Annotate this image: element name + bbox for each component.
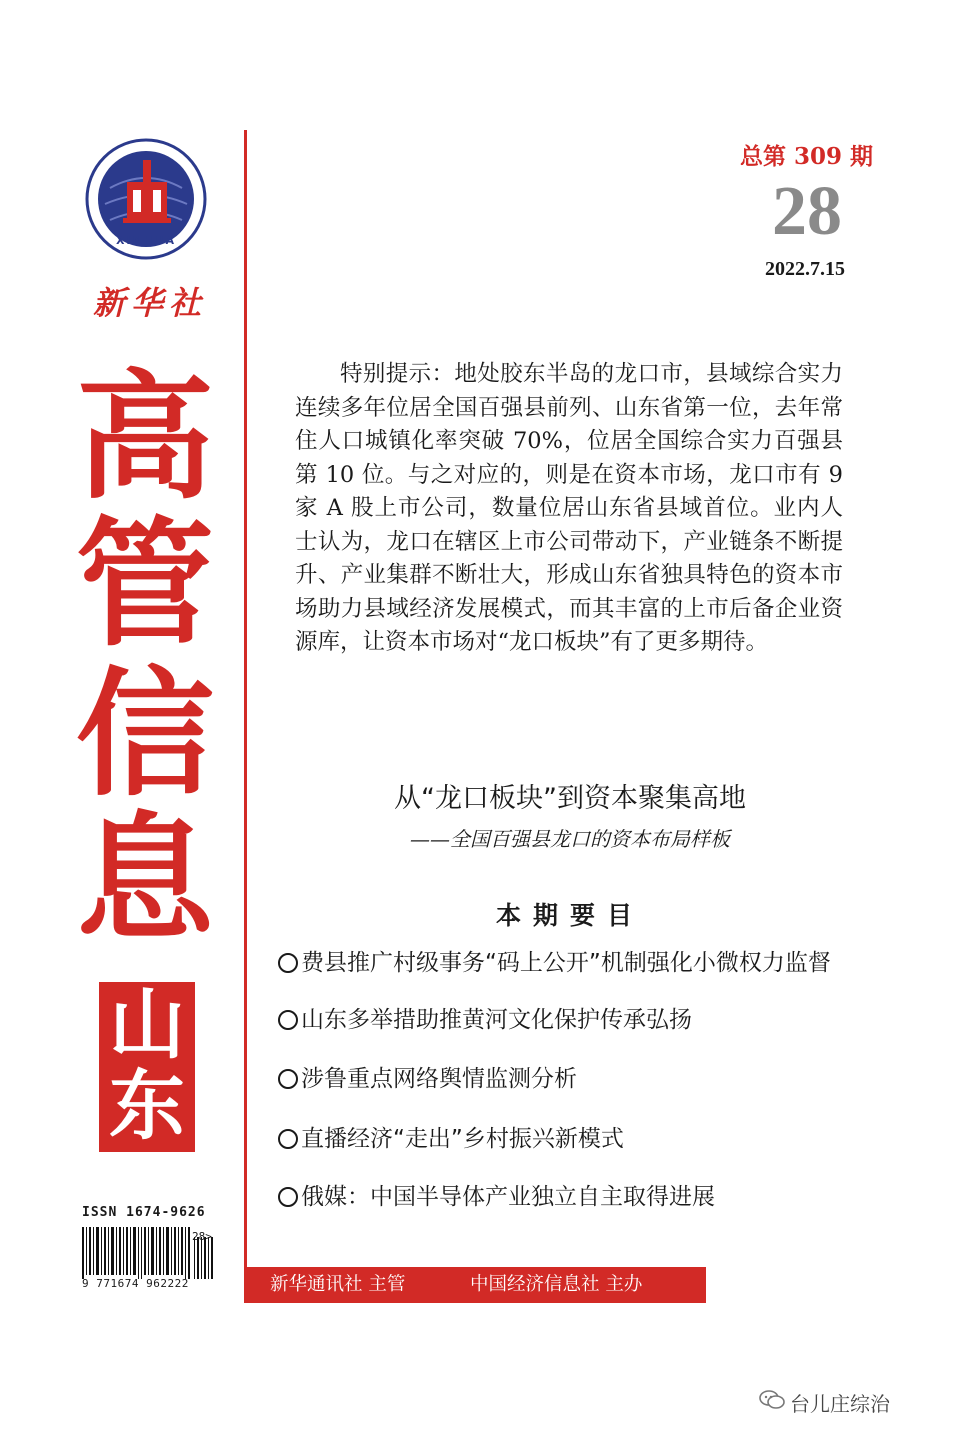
circle-bullet-icon	[278, 1129, 298, 1149]
toc-item: 费县推广村级事务“码上公开”机制强化小微权力监督	[278, 944, 831, 977]
barcode-digits: 9 771674 962222	[82, 1277, 189, 1290]
logo-text: XINHUA	[115, 234, 177, 247]
notice-text: 地处胶东半岛的龙口市，县域综合实力连续多年位居全国百强县前列、山东省第一位，去年常住人口城镇化率突破 70%，位居全国综合实力百强县第 10 位。与之对应的，则是在资本市场，龙口市有 9 家 A 股上市公司，数量位居山东省县域首位。业内人士认为，龙口在辖区上市公司带动下，产业链条不断提升、产业集群不断壮大，形成山东省独具特色的资本市场助力县域经济发展模式，而其丰富的上市后备企业资源库，让资本市场对“龙口板块”有了更多期待。	[295, 361, 843, 655]
notice-label: 特别提示：	[340, 361, 455, 387]
circle-bullet-icon	[278, 1069, 298, 1089]
toc-title: 本期要目	[495, 901, 644, 930]
toc-item: 山东多举措助推黄河文化保护传承弘扬	[278, 1001, 692, 1034]
feature-subhead: ——全国百强县龙口的资本布局样板	[410, 827, 730, 851]
issue-total: 总第 309 期	[740, 143, 874, 170]
toc-item: 直播经济“走出”乡村振兴新模式	[278, 1120, 624, 1153]
title-char-3: 信	[75, 654, 214, 815]
title-char-1: 高	[75, 357, 214, 518]
circle-bullet-icon	[278, 1010, 298, 1030]
vertical-divider	[244, 130, 247, 1302]
issn: ISSN 1674-9626	[82, 1205, 206, 1220]
circle-bullet-icon	[278, 1187, 298, 1207]
agency-name: 新华社	[92, 284, 207, 322]
xinhua-logo	[85, 138, 207, 260]
province-char-2: 东	[109, 1061, 185, 1150]
wechat-icon	[758, 1388, 786, 1412]
title-char-4: 息	[75, 799, 214, 960]
issue-date: 2022.7.15	[765, 258, 845, 280]
issue-number: 28	[772, 173, 842, 250]
publisher-bar	[244, 1267, 706, 1303]
province-box	[99, 982, 195, 1152]
feature-headline: 从“龙口板块”到资本聚集高地	[394, 783, 746, 814]
special-notice	[295, 358, 843, 660]
province-char-1: 山	[109, 980, 185, 1069]
watermark-text: 台儿庄综治	[790, 1392, 890, 1416]
publisher-host: 中国经济信息社 主办	[470, 1274, 643, 1295]
circle-bullet-icon	[278, 953, 298, 973]
publisher-supervisor: 新华通讯社 主管	[270, 1274, 406, 1295]
toc-item: 涉鲁重点网络舆情监测分析	[278, 1060, 577, 1093]
toc-item: 俄媒：中国半导体产业独立自主取得进展	[278, 1178, 715, 1211]
title-char-2: 管	[75, 504, 214, 665]
barcode-addon: 28>	[192, 1230, 212, 1243]
